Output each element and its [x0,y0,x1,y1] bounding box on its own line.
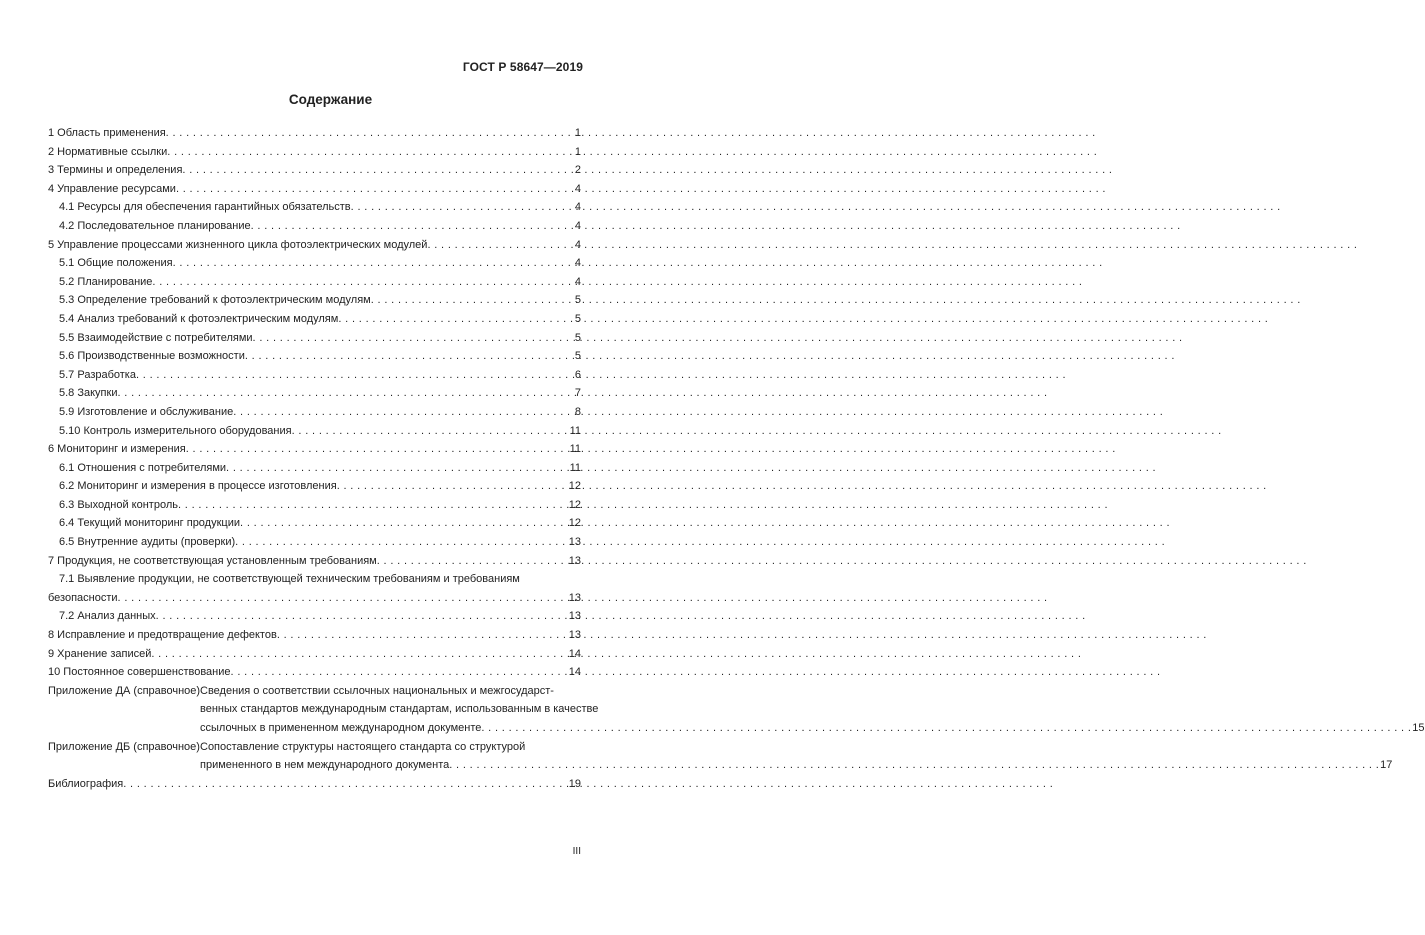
toc-entry[interactable] [48,552,581,571]
toc-entry[interactable] [48,514,581,533]
toc-entry-text: 5.5 Взаимодействие с потребителями [59,331,253,344]
toc-entry-page: 2 [574,164,581,177]
toc-entry[interactable] [48,403,581,422]
toc-entry-page: 5 [574,331,581,344]
toc-entry-page: 14 [568,666,581,679]
leader-dots [253,329,574,348]
toc-entry-text: 6.1 Отношения с потребителями [59,461,227,474]
leader-dots [176,180,574,199]
toc-entry-text: 5.8 Закупки [59,387,118,400]
page-number: III [572,846,581,857]
toc-entry[interactable] [48,440,581,459]
toc-entry-text: безопасности [48,591,118,604]
leader-dots [481,719,1411,738]
toc-entry-text: 6.5 Внутренние аудиты (проверки) [59,536,236,549]
toc-entry-page: 13 [568,536,581,549]
leader-dots [245,347,574,366]
toc-entry-page: 13 [568,554,581,567]
toc-entry-text: 2 Нормативные ссылки [48,145,168,158]
leader-dots [178,496,568,515]
annex-line: Сведения о соответствии ссылочных национальных и межгосударст- [200,684,554,697]
toc-entry-text: 5 Управление процессами жизненного цикла фотоэлектрических модулей [48,238,428,251]
toc-entry-page: 11 [569,424,581,437]
annex-last-line [200,756,1392,775]
toc-entry-page: 8 [574,405,581,418]
leader-dots [292,422,569,441]
toc-entry-page: 6 [574,368,581,381]
toc-entry-text: 7 Продукция, не соответствующая установленным требованиям [48,554,377,567]
toc-entry-page: 17 [1380,759,1393,772]
toc-entry[interactable] [48,607,581,626]
toc-entry-text: 5.7 Разработка [59,368,136,381]
leader-dots [123,775,568,794]
toc-entry-page: 12 [568,498,581,511]
toc-entry-text: 3 Термины и определения [48,164,183,177]
leader-dots [235,533,568,552]
toc-entry[interactable] [48,663,581,682]
toc-entry-7-1[interactable] [48,570,581,607]
toc-entry-text: 8 Исправление и предотвращение дефектов [48,629,277,642]
annex-last-line [200,719,1425,738]
toc-entry-text: 9 Хранение записей [48,647,152,660]
toc-annex-db[interactable] [48,738,1393,775]
leader-dots [173,254,574,273]
leader-dots [427,236,573,255]
leader-dots [226,459,569,478]
leader-dots [233,403,574,422]
toc-entry-text: 7.2 Анализ данных [59,610,156,623]
annex-body [200,682,1425,738]
page-title: Содержание [288,92,373,107]
toc-entry[interactable] [48,198,581,217]
toc-entry[interactable] [48,143,581,162]
toc-entry-text: 5.9 Изготовление и обслуживание [59,405,234,418]
toc-entry-text: 6 Мониторинг и измерения [48,443,186,456]
leader-dots [351,198,574,217]
toc-entry[interactable] [48,124,581,143]
toc-entry-page: 5 [574,350,581,363]
toc-entry[interactable] [48,329,581,348]
leader-dots [371,291,574,310]
toc-entry-text: 4 Управление ресурсами [48,182,176,195]
leader-dots [337,477,568,496]
toc-entry-text: 5.2 Планирование [59,275,153,288]
leader-dots [182,161,573,180]
toc-entry-page: 5 [574,312,581,325]
toc-entry-page: 4 [574,182,581,195]
annex-line: примененного в нем международного документа [200,759,450,772]
annex-label: Приложение ДА (справочное) [48,684,201,697]
leader-dots [151,645,567,664]
toc-entry[interactable] [48,347,581,366]
toc-section-tail [48,607,581,681]
toc-entry-page: 13 [568,629,581,642]
toc-entry-page: 13 [568,591,581,604]
annex-body [200,738,1392,775]
toc-entry-text: 5.6 Производственные возможности [59,350,245,363]
toc-entry-text: Библиография [48,777,124,790]
leader-dots [277,626,568,645]
toc-entry[interactable] [48,366,581,385]
toc-entry-page: 11 [569,443,581,456]
toc-entry[interactable] [48,161,581,180]
toc-entry-page: 4 [574,201,581,214]
toc-entry-page: 15 [1412,722,1425,734]
toc-entry[interactable] [48,180,581,199]
leader-dots [152,273,573,292]
leader-dots [136,366,574,385]
toc-entry[interactable] [48,477,581,496]
toc-entry-page: 19 [568,777,581,790]
leader-dots [118,589,568,608]
toc-entry-text: 4.1 Ресурсы для обеспечения гарантийных обязательств [59,201,351,214]
toc-entry[interactable] [48,273,581,292]
toc-entry-page: 4 [574,275,581,288]
toc-entry-continuation [48,589,581,608]
toc-entry-page: 11 [569,461,581,474]
toc-entry[interactable] [48,645,581,664]
toc-entry-page: 1 [574,127,581,139]
toc-entry[interactable] [48,422,581,441]
toc-entry-page: 14 [568,647,581,660]
toc-entry[interactable] [48,496,581,515]
toc-entry[interactable] [48,533,581,552]
standard-designation: ГОСТ Р 58647—2019 [462,60,583,74]
toc-entry-bibliography[interactable] [48,775,581,794]
toc-entry-text: 1 Область применения [48,127,166,139]
toc-entry[interactable] [48,217,581,236]
leader-dots [449,756,1379,775]
toc-entry[interactable] [48,254,581,273]
toc-entry-text: 6.4 Текущий мониторинг продукции [59,517,241,530]
toc-entry-page: 4 [574,219,581,232]
toc-entry-page: 4 [574,257,581,270]
leader-dots [167,143,574,162]
leader-dots [231,663,568,682]
toc-entry-text: 5.1 Общие положения [59,257,173,270]
toc-entry[interactable] [48,291,581,310]
table-of-contents [48,124,1425,793]
toc-entry-page: 12 [568,480,581,493]
toc-entry-text: 10 Постоянное совершенствование [48,666,231,679]
toc-entry-page: 4 [574,238,581,251]
toc-entry[interactable] [48,384,581,403]
annex-line: ссылочных в примененном международном документе [200,722,482,734]
toc-entry[interactable] [48,459,581,478]
toc-entry-text: 7.1 Выявление продукции, не соответствующей техническим требованиям и требованиям [59,573,520,586]
annex-line: венных стандартов международным стандартам, использованным в качестве [200,703,599,716]
toc-entry[interactable] [48,236,581,255]
toc-entry-page: 1 [574,145,581,158]
toc-entry-page: 7 [574,387,581,400]
annex-line: Сопоставление структуры настоящего стандарта со структурой [200,740,526,753]
toc-section-main [48,124,581,570]
leader-dots [251,217,574,236]
toc-entry-text: 5.10 Контроль измерительного оборудования [59,424,292,437]
leader-dots [338,310,574,329]
toc-entry-page: 5 [574,294,581,307]
toc-entry-page: 13 [568,610,581,623]
toc-entry-text: 4.2 Последовательное планирование [59,219,251,232]
leader-dots [186,440,569,459]
leader-dots [117,384,573,403]
leader-dots [240,514,568,533]
toc-entry-text: 5.3 Определение требований к фотоэлектрическим модулям [59,294,371,307]
toc-entry-text: 5.4 Анализ требований к фотоэлектрическим модулям [59,312,339,325]
toc-entry-text: 6.3 Выходной контроль [59,498,178,511]
toc-annex-da[interactable] [48,682,1425,738]
leader-dots [156,607,568,626]
toc-entry[interactable] [48,626,581,645]
leader-dots [166,124,574,143]
leader-dots [377,552,568,571]
annex-label: Приложение ДБ (справочное) [48,740,200,753]
toc-entry[interactable] [48,310,581,329]
toc-entry-text: 6.2 Мониторинг и измерения в процессе изготовления [59,480,337,493]
toc-entry-page: 12 [568,517,581,530]
